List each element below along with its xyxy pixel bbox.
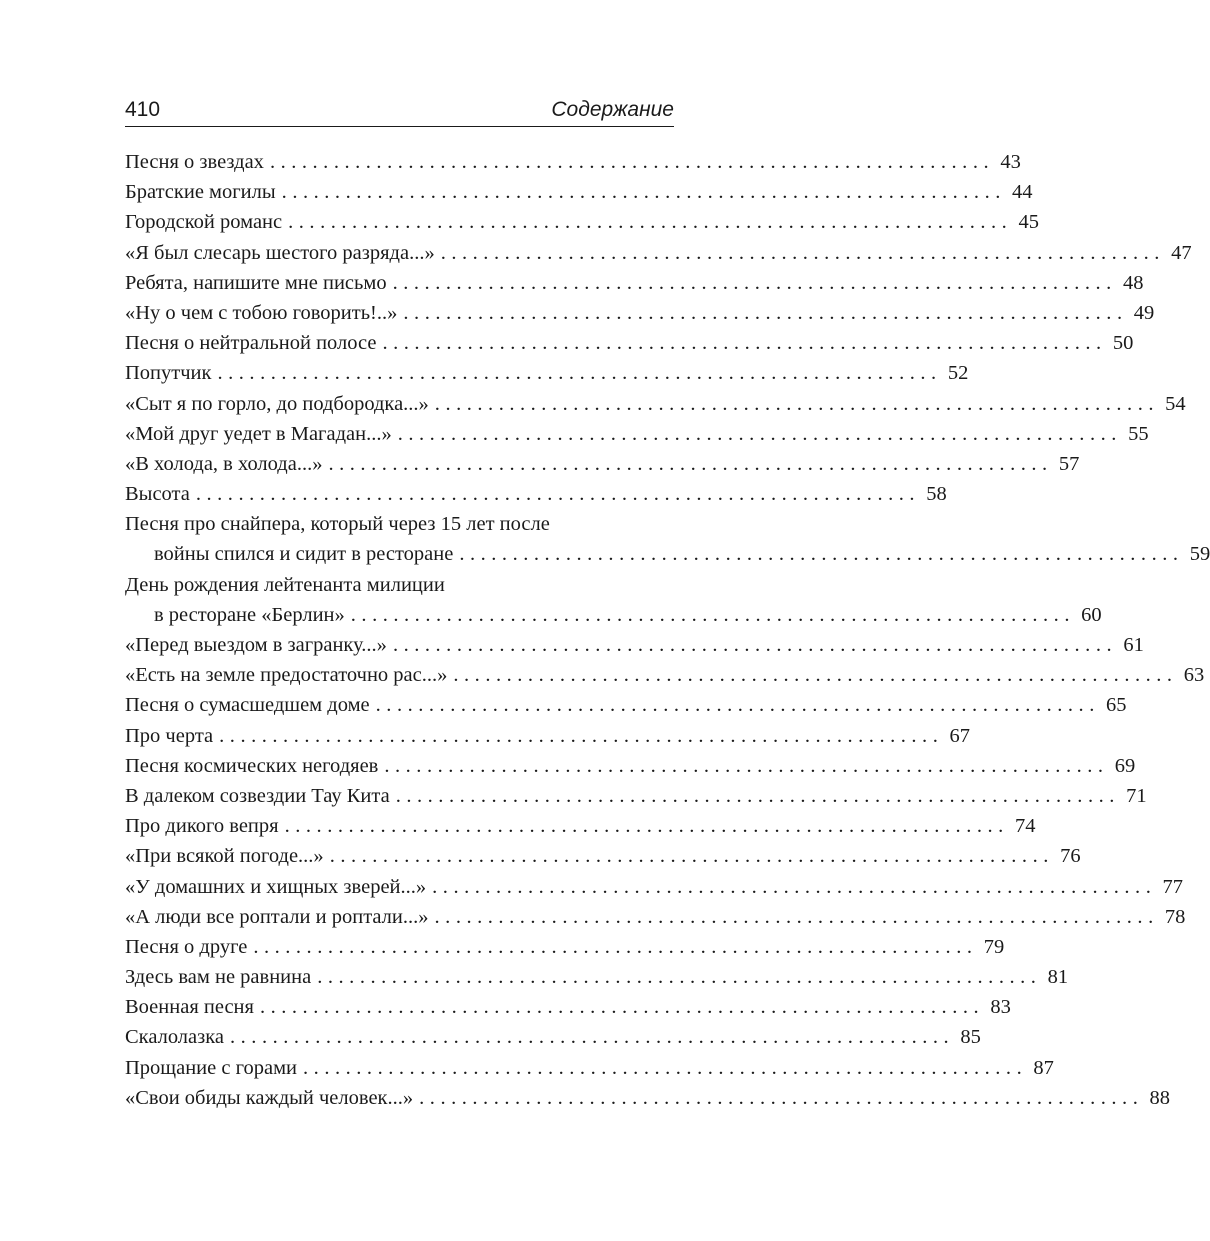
- toc-entry-title: В далеком созвездии Тау Кита: [125, 784, 390, 807]
- toc-entry-line: [125, 962, 1069, 992]
- dot-leader: . . . . . . . . . . . . . . . . . . . . . . . . . . . . . . . . . . . . . . . . . . . . . . . . . . . . . . . . . . . . . . . . . . . .: [459, 543, 1179, 566]
- toc-entry-line: [125, 570, 674, 600]
- toc-entry-line: [125, 177, 1033, 207]
- toc-entry-line: [125, 630, 1144, 660]
- toc-entry-page: 78: [1164, 905, 1186, 928]
- toc-entry-line: [125, 358, 969, 388]
- toc-entry-page: 47: [1171, 241, 1192, 264]
- toc-entry-line: [125, 449, 1080, 479]
- dot-leader: . . . . . . . . . . . . . . . . . . . . . . . . . . . . . . . . . . . . . . . . . . . . . . . . . . . . . . . . . . . . . . . . . . . .: [230, 1026, 949, 1049]
- toc-entry-page: 59: [1189, 543, 1210, 566]
- dot-leader: . . . . . . . . . . . . . . . . . . . . . . . . . . . . . . . . . . . . . . . . . . . . . . . . . . . . . . . . . . . . . . . . . . . .: [392, 271, 1112, 294]
- dot-leader: . . . . . . . . . . . . . . . . . . . . . . . . . . . . . . . . . . . . . . . . . . . . . . . . . . . . . . . . . . . . . . . . . . . .: [328, 452, 1048, 475]
- dot-leader: . . . . . . . . . . . . . . . . . . . . . . . . . . . . . . . . . . . . . . . . . . . . . . . . . . . . . . . . . . . . . . . . . . . .: [384, 754, 1104, 777]
- toc-entry-page: 55: [1128, 422, 1149, 445]
- dot-leader: . . . . . . . . . . . . . . . . . . . . . . . . . . . . . . . . . . . . . . . . . . . . . . . . . . . . . . . . . . . . . . . . . . . .: [317, 966, 1037, 989]
- toc-entry-title: Попутчик: [125, 362, 212, 385]
- toc-entry-line: [125, 238, 1192, 268]
- toc-entry: [125, 630, 1144, 660]
- toc-entry-line: [125, 781, 1147, 811]
- toc-entry-page: 50: [1112, 332, 1134, 355]
- toc-entry: [125, 660, 1205, 690]
- dot-leader: . . . . . . . . . . . . . . . . . . . . . . . . . . . . . . . . . . . . . . . . . . . . . . . . . . . . . . . . . . . . . . . . . . . .: [440, 241, 1160, 264]
- toc-entry: [125, 781, 1147, 811]
- toc-entry-title: в ресторане «Берлин»: [154, 603, 345, 626]
- dot-leader: . . . . . . . . . . . . . . . . . . . . . . . . . . . . . . . . . . . . . . . . . . . . . . . . . . . . . . . . . . . . . . . . . . . .: [432, 875, 1152, 898]
- dot-leader: . . . . . . . . . . . . . . . . . . . . . . . . . . . . . . . . . . . . . . . . . . . . . . . . . . . . . . . . . . . . . . . . . . . .: [259, 996, 979, 1019]
- toc-entry-title: Про черта: [125, 724, 214, 747]
- toc-entry-title: «Ну о чем с тобою говорить!..»: [125, 301, 398, 324]
- toc-entry-page: 49: [1133, 301, 1155, 324]
- toc-entry: [125, 872, 1184, 902]
- toc-entry-title: «Есть на земле предостаточно рас...»: [125, 664, 448, 687]
- toc-entry-page: 54: [1165, 392, 1186, 415]
- dot-leader: . . . . . . . . . . . . . . . . . . . . . . . . . . . . . . . . . . . . . . . . . . . . . . . . . . . . . . . . . . . . . . . . . . . .: [219, 724, 939, 747]
- toc-entry-line: [125, 600, 1102, 630]
- dot-leader: . . . . . . . . . . . . . . . . . . . . . . . . . . . . . . . . . . . . . . . . . . . . . . . . . . . . . . . . . . . . . . . . . . . .: [350, 603, 1070, 626]
- toc-entry: [125, 570, 1102, 630]
- toc-entry: [125, 690, 1127, 720]
- dot-leader: . . . . . . . . . . . . . . . . . . . . . . . . . . . . . . . . . . . . . . . . . . . . . . . . . . . . . . . . . . . . . . . . . . . .: [303, 1056, 1022, 1079]
- toc-entry-title: Песня о нейтральной полосе: [125, 332, 377, 355]
- toc-entry-page: 60: [1081, 603, 1102, 626]
- toc-entry-title: Городской романс: [125, 211, 283, 234]
- toc-entry-page: 83: [990, 996, 1011, 1019]
- toc-entry-page: 77: [1162, 875, 1184, 898]
- toc-entry-line: [125, 721, 971, 751]
- toc-entry-line: [125, 841, 1081, 871]
- toc-entry-page: 76: [1060, 845, 1081, 868]
- toc-entry-line: [125, 932, 1005, 962]
- toc-entry-line: [125, 298, 1155, 328]
- dot-leader: . . . . . . . . . . . . . . . . . . . . . . . . . . . . . . . . . . . . . . . . . . . . . . . . . . . . . . . . . . . . . . . . . . . .: [329, 845, 1049, 868]
- toc-entry-page: 63: [1183, 664, 1205, 687]
- toc-entry-title: войны спился и сидит в ресторане: [154, 543, 454, 566]
- dot-leader: . . . . . . . . . . . . . . . . . . . . . . . . . . . . . . . . . . . . . . . . . . . . . . . . . . . . . . . . . . . . . . . . . . . .: [419, 1086, 1139, 1109]
- toc-entry-line: [125, 539, 1210, 569]
- toc-entry: [125, 902, 1186, 932]
- toc-entry: [125, 358, 969, 388]
- toc-entry-line: [125, 509, 674, 539]
- toc-entry-line: [125, 690, 1127, 720]
- toc-entry-title: «Я был слесарь шестого разряда...»: [125, 241, 435, 264]
- toc-entry-title: Ребята, напишите мне письмо: [125, 271, 387, 294]
- toc-entry-title: «В холода, в холода...»: [125, 452, 323, 475]
- toc-entry-title: Песня космических негодяев: [125, 754, 379, 777]
- toc-entry-line: [125, 811, 1036, 841]
- toc-entry-title: «Сыт я по горло, до подбородка...»: [125, 392, 429, 415]
- toc-entry-title: Песня о звездах: [125, 151, 264, 173]
- toc-entry-title: «А люди все роптали и роптали...»: [125, 905, 429, 928]
- toc-entry-line: [125, 268, 1144, 298]
- toc-entry-page: 61: [1123, 634, 1144, 656]
- toc-entry: [125, 479, 947, 509]
- toc-entry-page: 48: [1122, 271, 1144, 294]
- toc-entry-page: 45: [1018, 211, 1039, 234]
- dot-leader: . . . . . . . . . . . . . . . . . . . . . . . . . . . . . . . . . . . . . . . . . . . . . . . . . . . . . . . . . . . . . . . . . . . .: [434, 392, 1154, 415]
- dot-leader: . . . . . . . . . . . . . . . . . . . . . . . . . . . . . . . . . . . . . . . . . . . . . . . . . . . . . . . . . . . . . . . . . . . .: [253, 935, 973, 958]
- toc-entry-page: 44: [1012, 181, 1033, 204]
- toc-entry: [125, 389, 1186, 419]
- toc-entry: [125, 268, 1144, 298]
- toc-entry-line: [125, 660, 1205, 690]
- toc-entry: [125, 992, 1011, 1022]
- toc-entry: [125, 1022, 981, 1052]
- dot-leader: . . . . . . . . . . . . . . . . . . . . . . . . . . . . . . . . . . . . . . . . . . . . . . . . . . . . . . . . . . . . . . . . . . . .: [434, 905, 1154, 928]
- toc-entry-page: 43: [1000, 151, 1021, 173]
- toc-entry-line: [125, 751, 1136, 781]
- toc-entry-page: 79: [983, 935, 1005, 958]
- dot-leader: . . . . . . . . . . . . . . . . . . . . . . . . . . . . . . . . . . . . . . . . . . . . . . . . . . . . . . . . . . . . . . . . . . . .: [453, 664, 1173, 687]
- toc-entry: [125, 298, 1155, 328]
- toc-entry-line: [125, 992, 1011, 1022]
- toc-entry-page: 81: [1047, 966, 1069, 989]
- toc-entry: [125, 177, 1033, 207]
- toc-entry: [125, 1083, 1171, 1113]
- page-header: [125, 96, 674, 127]
- dot-leader: . . . . . . . . . . . . . . . . . . . . . . . . . . . . . . . . . . . . . . . . . . . . . . . . . . . . . . . . . . . . . . . . . . . .: [217, 362, 937, 385]
- toc-entry-title: Военная песня: [125, 996, 254, 1019]
- table-of-contents: [125, 147, 1210, 1113]
- toc-entry-title: «Свои обиды каждый человек...»: [125, 1086, 414, 1109]
- toc-entry-line: [125, 1022, 981, 1052]
- toc-entry-page: 87: [1033, 1056, 1054, 1079]
- running-title: Содержание: [551, 98, 674, 121]
- toc-entry-page: 67: [949, 724, 971, 747]
- dot-leader: . . . . . . . . . . . . . . . . . . . . . . . . . . . . . . . . . . . . . . . . . . . . . . . . . . . . . . . . . . . . . . . . . . . .: [375, 694, 1095, 717]
- toc-entry: [125, 751, 1136, 781]
- toc-entry-line: [125, 479, 947, 509]
- dot-leader: . . . . . . . . . . . . . . . . . . . . . . . . . . . . . . . . . . . . . . . . . . . . . . . . . . . . . . . . . . . . . . . . . . . .: [269, 151, 989, 173]
- toc-entry-title: Высота: [125, 483, 190, 506]
- toc-entry: [125, 721, 971, 751]
- toc-entry-line: [125, 1053, 1054, 1083]
- toc-entry-line: [125, 419, 1149, 449]
- toc-entry: [125, 238, 1192, 268]
- toc-entry-line: [125, 328, 1134, 358]
- toc-entry: [125, 962, 1069, 992]
- toc-entry: [125, 1053, 1054, 1083]
- toc-entry-line: [125, 389, 1186, 419]
- toc-entry-page: 74: [1014, 815, 1036, 838]
- toc-entry-title: Прощание с горами: [125, 1056, 298, 1079]
- toc-entry: [125, 419, 1149, 449]
- toc-entry-title: Скалолазка: [125, 1026, 224, 1049]
- toc-entry-page: 65: [1106, 694, 1127, 717]
- toc-entry-line: [125, 872, 1184, 902]
- toc-entry: [125, 328, 1134, 358]
- dot-leader: . . . . . . . . . . . . . . . . . . . . . . . . . . . . . . . . . . . . . . . . . . . . . . . . . . . . . . . . . . . . . . . . . . . .: [195, 483, 915, 506]
- toc-entry-page: 85: [960, 1026, 981, 1049]
- dot-leader: . . . . . . . . . . . . . . . . . . . . . . . . . . . . . . . . . . . . . . . . . . . . . . . . . . . . . . . . . . . . . . . . . . . .: [395, 784, 1115, 807]
- dot-leader: . . . . . . . . . . . . . . . . . . . . . . . . . . . . . . . . . . . . . . . . . . . . . . . . . . . . . . . . . . . . . . . . . . . .: [392, 634, 1112, 656]
- dot-leader: . . . . . . . . . . . . . . . . . . . . . . . . . . . . . . . . . . . . . . . . . . . . . . . . . . . . . . . . . . . . . . . . . . . .: [403, 301, 1123, 324]
- toc-entry-title: «У домашних и хищных зверей...»: [125, 875, 427, 898]
- toc-entry-title: Братские могилы: [125, 181, 276, 204]
- toc-entry-title: «При всякой погоде...»: [125, 845, 324, 868]
- toc-entry-title: День рождения лейтенанта милиции: [125, 573, 445, 596]
- toc-entry-line: [125, 147, 1021, 177]
- toc-entry-page: 57: [1058, 452, 1080, 475]
- dot-leader: . . . . . . . . . . . . . . . . . . . . . . . . . . . . . . . . . . . . . . . . . . . . . . . . . . . . . . . . . . . . . . . . . . . .: [284, 815, 1004, 838]
- dot-leader: . . . . . . . . . . . . . . . . . . . . . . . . . . . . . . . . . . . . . . . . . . . . . . . . . . . . . . . . . . . . . . . . . . . .: [382, 332, 1102, 355]
- toc-entry-line: [125, 902, 1186, 932]
- toc-entry-title: Песня о сумасшедшем доме: [125, 694, 370, 717]
- toc-entry-page: 69: [1114, 754, 1136, 777]
- toc-entry-title: «Мой друг уедет в Магадан...»: [125, 422, 392, 445]
- page-number: 410: [125, 98, 161, 121]
- toc-entry-page: 52: [947, 362, 969, 385]
- toc-entry-title: Песня про снайпера, который через 15 лет после: [125, 513, 550, 536]
- toc-entry-title: Песня о друге: [125, 935, 248, 958]
- toc-entry: [125, 509, 1210, 569]
- toc-entry: [125, 932, 1005, 962]
- toc-entry: [125, 841, 1081, 871]
- toc-entry: [125, 147, 1021, 177]
- toc-entry: [125, 811, 1036, 841]
- toc-entry-page: 58: [926, 483, 947, 506]
- toc-entry: [125, 207, 1039, 237]
- toc-entry-title: Здесь вам не равнина: [125, 966, 312, 989]
- toc-entry: [125, 449, 1080, 479]
- toc-entry-page: 88: [1149, 1086, 1171, 1109]
- dot-leader: . . . . . . . . . . . . . . . . . . . . . . . . . . . . . . . . . . . . . . . . . . . . . . . . . . . . . . . . . . . . . . . . . . . .: [397, 422, 1117, 445]
- toc-entry-title: «Перед выездом в загранку...»: [125, 634, 387, 656]
- toc-entry-title: Про дикого вепря: [125, 815, 279, 838]
- toc-entry-line: [125, 207, 1039, 237]
- dot-leader: . . . . . . . . . . . . . . . . . . . . . . . . . . . . . . . . . . . . . . . . . . . . . . . . . . . . . . . . . . . . . . . . . . . .: [281, 181, 1001, 204]
- toc-entry-page: 71: [1126, 784, 1147, 807]
- toc-entry-line: [125, 1083, 1171, 1113]
- dot-leader: . . . . . . . . . . . . . . . . . . . . . . . . . . . . . . . . . . . . . . . . . . . . . . . . . . . . . . . . . . . . . . . . . . . .: [288, 211, 1007, 234]
